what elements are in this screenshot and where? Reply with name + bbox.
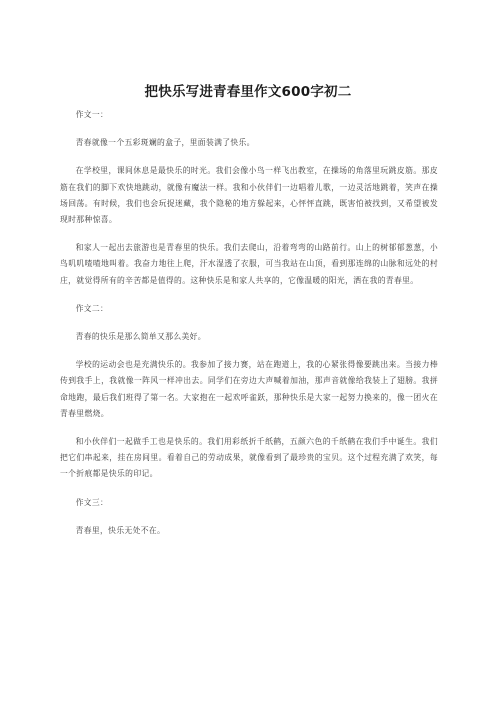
essay-heading-2: 作文二： — [75, 303, 109, 313]
document-body — [60, 107, 438, 539]
paragraph: 和小伙伴们一起做手工也是快乐的。我们用彩纸折千纸鹤，五颜六色的千纸鹤在我们手中诞生。我们把它们串起来，挂在房间里。看着自己的劳动成果，就像看到了最珍贵的宝贝。这个过程充满了欢笑，每一个折痕都是快乐的印记。 — [60, 437, 438, 479]
paragraph: 青春的快乐是那么简单又那么美好。 — [75, 332, 206, 342]
paragraph: 青春里，快乐无处不在。 — [75, 525, 166, 535]
paragraph: 和家人一起出去旅游也是青春里的快乐。我们去爬山，沿着弯弯的山路前行。山上的树郁郁葱葱，小鸟叽叽喳喳地叫着。我奋力地往上爬，汗水湿透了衣服，可当我站在山顶，看到那连绵的山脉和远处的村庄，就觉得所有的辛苦都是值得的。这种快乐是和家人共享的，它像温暖的阳光，洒在我的青春里。 — [60, 243, 438, 285]
essay-heading-1: 作文一： — [75, 110, 109, 119]
essay-heading-3: 作文三： — [75, 497, 109, 507]
paragraph: 青春就像一个五彩斑斓的盒子，里面装满了快乐。 — [75, 138, 255, 148]
document-title: 把快乐写进青春里作文600字初二 — [144, 84, 352, 100]
paragraph: 在学校里，课间休息是最快乐的时光。我们会像小鸟一样飞出教室，在操场的角落里玩跳皮筋。那皮筋在我们的脚下欢快地跳动，就像有魔法一样。我和小伙伴们一边唱着儿歌，一边灵活地跳着，笑声在操场回荡。有时候，我们也会玩捉迷藏，我个隐秘的地方躲起来，心怦怦直跳，既害怕被找到，又希望被发现时那种惊喜。 — [60, 166, 438, 225]
paragraph: 学校的运动会也是充满快乐的。我参加了接力赛，站在跑道上，我的心紧张得像要跳出来。当接力棒传到我手上，我就像一阵风一样冲出去。同学们在旁边大声喊着加油，那声音就像给我装上了翅膀。我拼命地跑，最后我们班得了第一名。大家抱在一起欢呼雀跃，那种快乐是大家一起努力换来的，像一团火在青春里燃烧。 — [60, 360, 438, 418]
